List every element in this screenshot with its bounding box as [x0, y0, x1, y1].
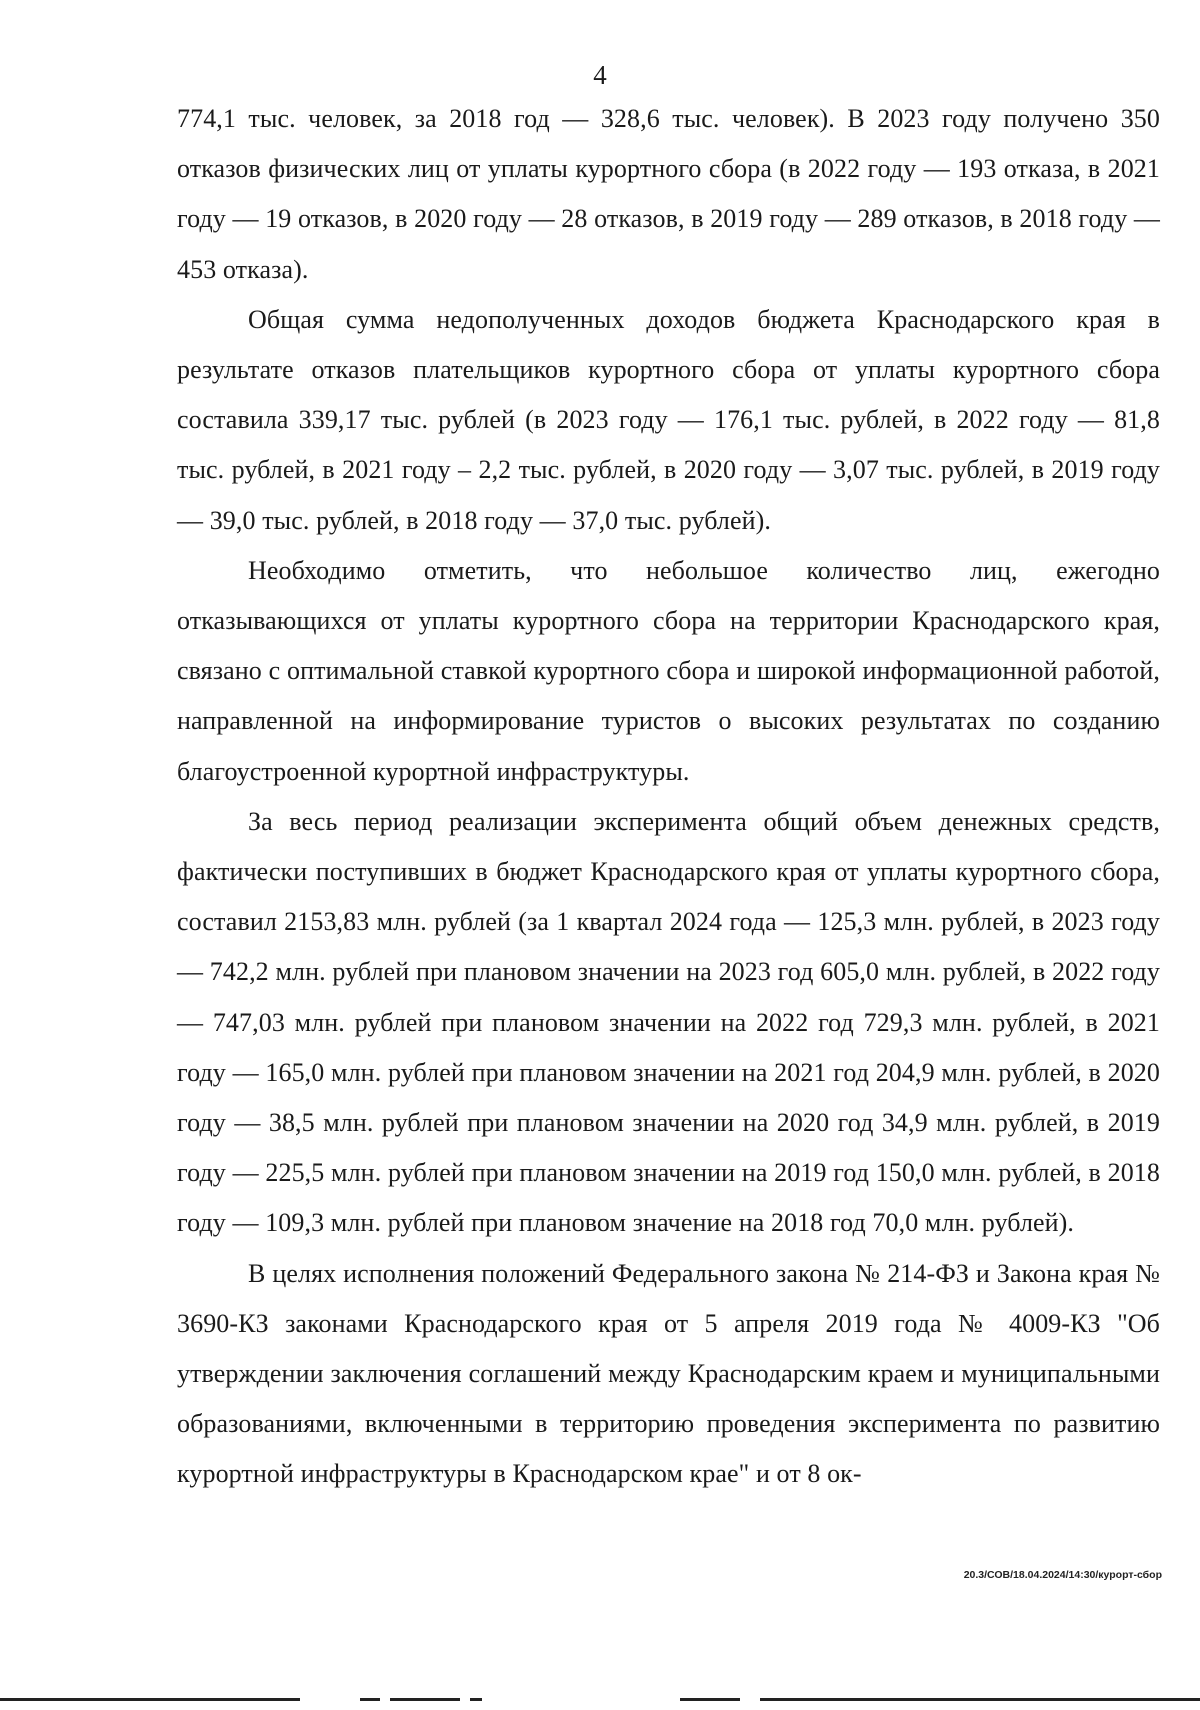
paragraph-refusals-note: Необходимо отметить, что небольшое количество лиц, ежегодно отказывающихся от уплаты курортного сбора на территории Краснодарского края, связано с оптимальной ставкой курортного сбора и широкой информационной работой, направленной на информирование туристов о высоких результатах по созданию благоустроенной курортной инфраструктуры. — [177, 555, 1160, 786]
paragraph-total-revenue: За весь период реализации эксперимента общий объем денежных средств, фактически поступивших в бюджет Краснодарского края от уплаты курортного сбора, составил 2153,83 млн. рублей (за 1 квартал 2024 года — 125,3 млн. рублей, в 2023 году — 742,2 млн. рублей при плановом значении на 2023 год 605,0 млн. рублей, в 2022 году — 747,03 млн. рублей при плановом значении на 2022 год 729,3 млн. рублей, в 2021 году — 165,0 млн. рублей при плановом значении на 2021 год 204,9 млн. рублей, в 2020 году — 38,5 млн. рублей при плановом значении на 2020 год 34,9 млн. рублей, в 2019 году — 225,5 млн. рублей при плановом значении на 2019 год 150,0 млн. рублей, в 2018 году — 109,3 млн. рублей при плановом значение на 2018 год 70,0 млн. рублей). — [177, 806, 1160, 1238]
paragraph-continuation: 774,1 тыс. человек, за 2018 год — 328,6 тыс. человек). В 2023 году получено 350 отказов физических лиц от уплаты курортного сбора (в 2022 году — 193 отказа, в 2021 году — 19 отказов, в 2020 году — 28 отказов, в 2019 году — 289 отказов, в 2018 году — 453 отказа). — [177, 104, 1160, 284]
document-code: 20.3/СОВ/18.04.2024/14:30/курорт-сбор — [963, 1569, 1162, 1581]
page-number: 4 — [593, 60, 607, 90]
document-body — [177, 94, 1160, 1500]
scan-edge-marks — [0, 1690, 1200, 1710]
paragraph-federal-law: В целях исполнения положений Федерального закона № 214-ФЗ и Закона края № 3690-КЗ законами Краснодарского края от 5 апреля 2019 года № 4009-КЗ "Об утверждении заключения соглашений между Краснодарским краем и муниципальными образованиями, включенными в территорию проведения эксперимента по развитию курортной инфраструктуры в Краснодарском крае" и от 8 ок- — [177, 1258, 1160, 1489]
paragraph-unpaid-revenue: Общая сумма недополученных доходов бюджета Краснодарского края в результате отказов плательщиков курортного сбора от уплаты курортного сбора составила 339,17 тыс. рублей (в 2023 году — 176,1 тыс. рублей, в 2022 году — 81,8 тыс. рублей, в 2021 году – 2,2 тыс. рублей, в 2020 году — 3,07 тыс. рублей, в 2019 году — 39,0 тыс. рублей, в 2018 году — 37,0 тыс. рублей). — [177, 304, 1160, 535]
